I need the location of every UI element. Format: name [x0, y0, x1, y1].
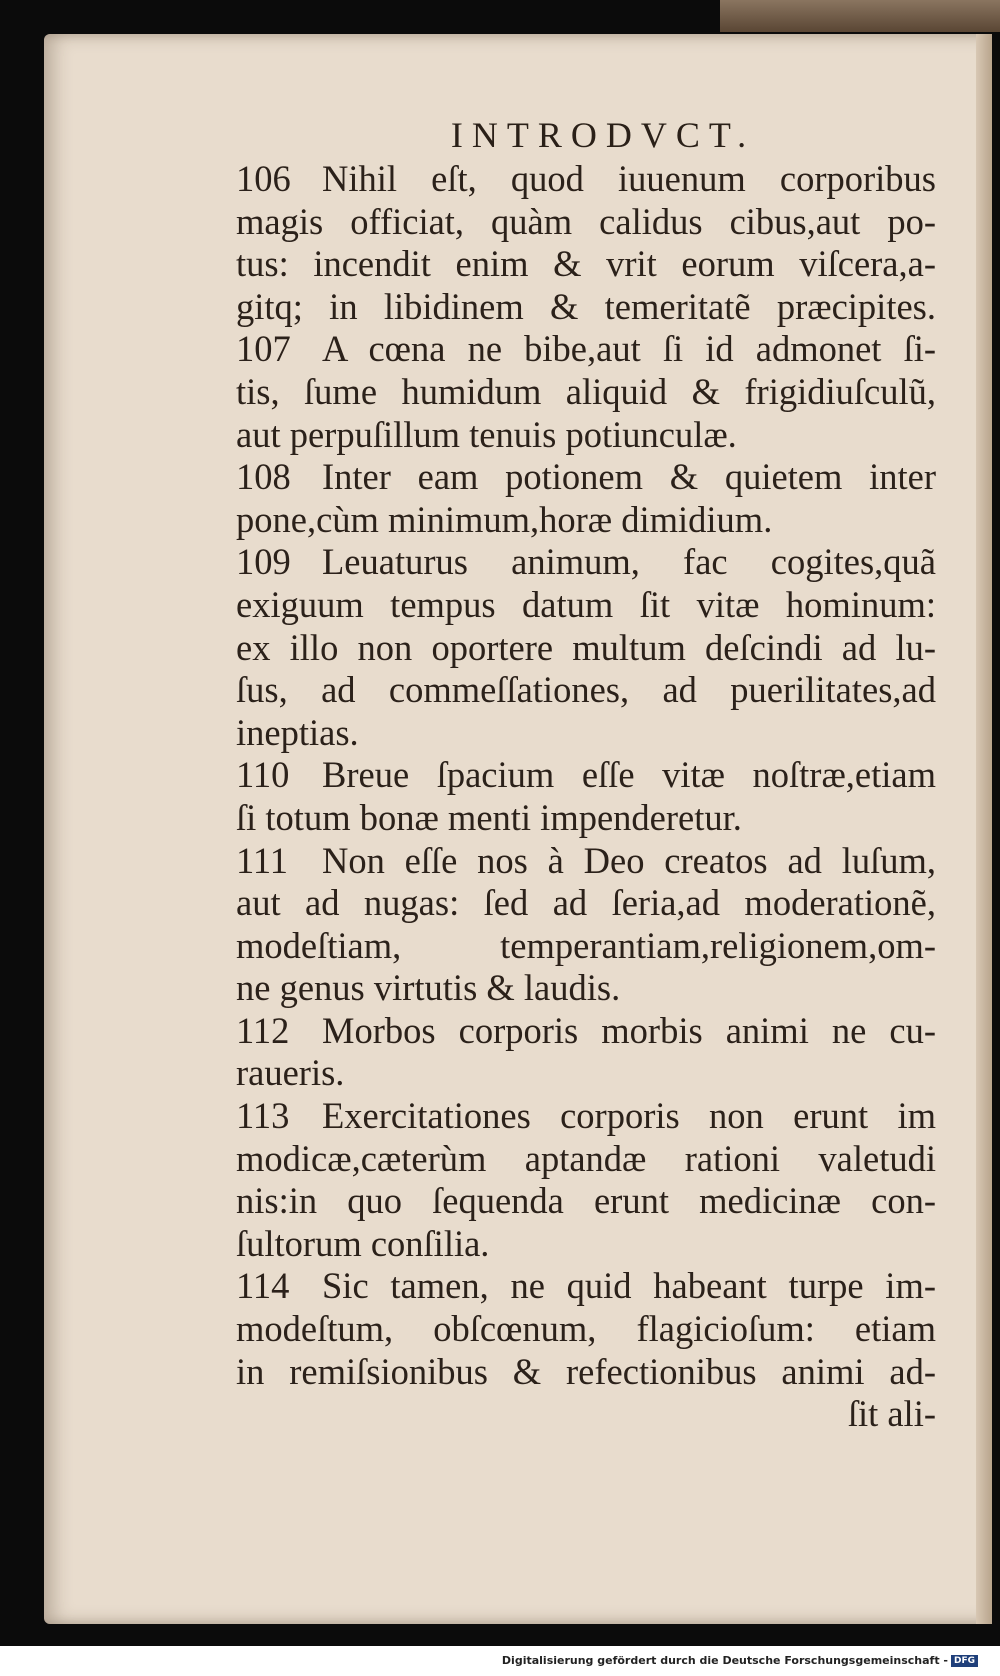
- text-line: [236, 1308, 936, 1351]
- line-text: ſi totum bonæ menti impenderetur.: [236, 796, 742, 838]
- text-line: [236, 1180, 936, 1223]
- line-text: A cœna ne bibe,aut ſi id admonet ſi-: [322, 328, 936, 370]
- text-line: [236, 541, 936, 584]
- line-text: gitq; in libidinem & temeritatẽ præcipites.: [236, 285, 936, 327]
- text-line: [236, 584, 936, 627]
- aphorism-number: 112: [236, 1009, 290, 1051]
- aphorism-number: 108: [236, 456, 291, 498]
- line-text: exiguum tempus datum ſit vitæ hominum:: [236, 583, 936, 625]
- text-line: [236, 158, 936, 201]
- line-text: modicæ,cæterùm aptandæ rationi valetudi: [236, 1137, 936, 1179]
- footer-credit: [502, 1654, 978, 1667]
- text-line: [236, 712, 936, 755]
- text-line: [236, 286, 936, 329]
- line-text: Leuaturus animum, fac cogites,quã: [322, 541, 936, 583]
- text-line: [236, 627, 936, 670]
- text-line: [236, 456, 936, 499]
- catchword: ſit ali-: [847, 1393, 936, 1435]
- aphorism-number: 109: [236, 541, 291, 583]
- aphorism-number: 106: [236, 158, 291, 199]
- text-line: [236, 840, 936, 883]
- text-line: [236, 328, 936, 371]
- line-text: Sic tamen, ne quid habeant turpe im-: [322, 1265, 936, 1307]
- aphorism-number: 110: [236, 754, 290, 796]
- line-text: tis, ſume humidum aliquid & frigidiuſculũ,: [236, 370, 936, 412]
- line-text: magis officiat, quàm calidus cibus,aut po-: [236, 200, 936, 242]
- aphorism-number: 107: [236, 328, 291, 370]
- text-line: [236, 925, 936, 968]
- text-line: [236, 882, 936, 925]
- line-text: Breue ſpacium eſſe vitæ noſtræ,etiam: [322, 754, 936, 796]
- text-line: [236, 967, 936, 1010]
- aphorism-number: 114: [236, 1265, 290, 1307]
- text-line: [236, 243, 936, 286]
- line-text: pone,cùm minimum,horæ dimidium.: [236, 498, 773, 540]
- line-text: Non eſſe nos à Deo creatos ad luſum,: [322, 839, 936, 881]
- text-line: [236, 1351, 936, 1394]
- line-text: ſus, ad commeſſationes, ad puerilitates,ad: [236, 669, 936, 711]
- text-line: [236, 1265, 936, 1308]
- text-line: [236, 797, 936, 840]
- text-line: [236, 754, 936, 797]
- text-line: [236, 414, 936, 457]
- line-text: ne genus virtutis & laudis.: [236, 967, 621, 1009]
- text-line: [236, 371, 936, 414]
- text-line: [236, 1223, 936, 1266]
- line-text: Morbos corporis morbis animi ne cu-: [322, 1009, 936, 1051]
- text-line: [236, 1052, 936, 1095]
- line-text: tus: incendit enim & vrit eorum viſcera,a-: [236, 243, 936, 285]
- line-text: ineptias.: [236, 711, 359, 753]
- dfg-logo: DFG: [951, 1655, 978, 1667]
- page-fore-edge: [976, 34, 992, 1624]
- line-text: in remiſsionibus & refectionibus animi ad-: [236, 1350, 936, 1392]
- footer-credit-text: Digitalisierung gefördert durch die Deutsche Forschungsgemeinschaft -: [501, 1654, 948, 1667]
- text-line: [236, 669, 936, 712]
- line-text: modeſtum, obſcœnum, flagicioſum: etiam: [236, 1308, 936, 1350]
- line-text: nis:in quo ſequenda erunt medicinæ con-: [236, 1180, 936, 1222]
- text-line: [236, 499, 936, 542]
- text-line: [236, 201, 936, 244]
- line-text: Nihil eſt, quod iuuenum corporibus: [322, 158, 936, 199]
- line-text: ſultorum conſilia.: [236, 1222, 490, 1264]
- book-page: [44, 34, 992, 1624]
- line-text: raueris.: [236, 1052, 345, 1094]
- line-text: aut ad nugas: ſed ad ſeria,ad moderationẽ,: [236, 882, 936, 924]
- book-edge-top: [720, 0, 1000, 32]
- line-text: modeſtiam, temperantiam,religionem,om-: [236, 924, 936, 966]
- text-line: [236, 1010, 936, 1053]
- aphorism-number: 113: [236, 1095, 290, 1137]
- running-head: INTRODVCT.: [450, 115, 756, 155]
- line-text: ex illo non oportere multum deſcindi ad lu-: [236, 626, 936, 668]
- text-line: [236, 1095, 936, 1138]
- aphorism-number: 111: [236, 839, 289, 881]
- line-text: Exercitationes corporis non erunt im: [322, 1095, 936, 1137]
- line-text: Inter eam potionem & quietem inter: [322, 456, 936, 498]
- body-text: [236, 158, 936, 1436]
- text-line: [236, 1138, 936, 1181]
- line-text: aut perpuſillum tenuis potiunculæ.: [236, 413, 737, 455]
